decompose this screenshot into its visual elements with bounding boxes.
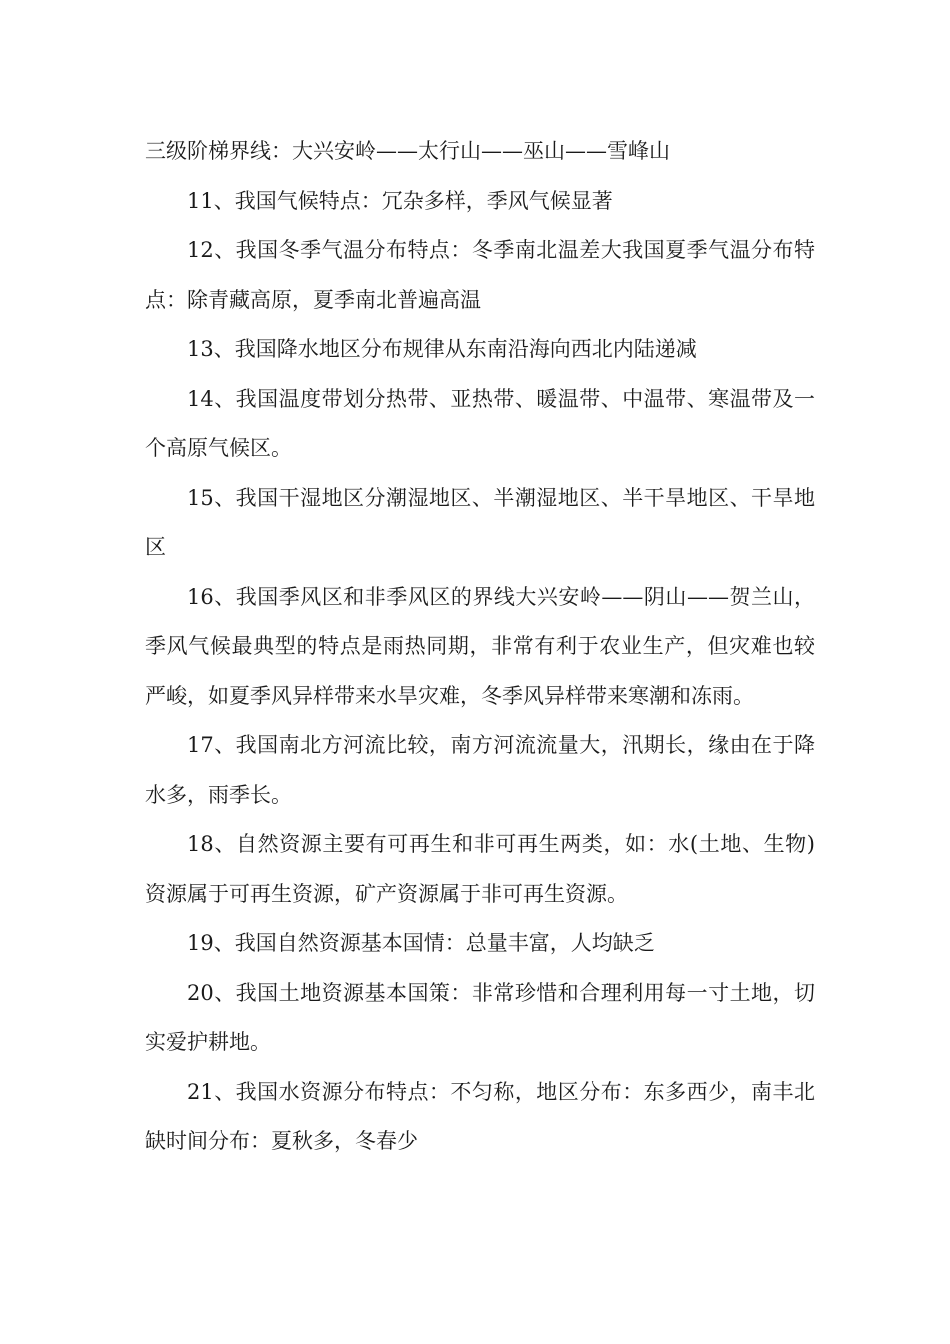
paragraph-12: 12、我国冬季气温分布特点：冬季南北温差大我国夏季气温分布特点：除青藏高原，夏季南北普遍高温 xyxy=(145,238,815,312)
paragraph-14: 14、我国温度带划分热带、亚热带、暖温带、中温带、寒温带及一个高原气候区。 xyxy=(145,386,815,460)
document-body xyxy=(145,127,815,1167)
paragraph-21: 21、我国水资源分布特点：不匀称，地区分布：东多西少，南丰北缺时间分布：夏秋多，冬春少 xyxy=(145,1079,815,1153)
paragraph-staircase-boundary: 三级阶梯界线：大兴安岭——太行山——巫山——雪峰山 xyxy=(145,139,670,163)
paragraph-15: 15、我国干湿地区分潮湿地区、半潮湿地区、半干旱地区、干旱地区 xyxy=(145,485,815,559)
paragraph-11: 11、我国气候特点：冗杂多样，季风气候显著 xyxy=(187,188,613,213)
paragraph-13: 13、我国降水地区分布规律从东南沿海向西北内陆递减 xyxy=(187,337,697,361)
paragraph-16: 16、我国季风区和非季风区的界线大兴安岭——阴山——贺兰山，季风气候最典型的特点是雨热同期，非常有利于农业生产，但灾难也较严峻，如夏季风异样带来水旱灾难，冬季风异样带来寒潮和冻雨。 xyxy=(145,584,815,708)
paragraph-18: 18、自然资源主要有可再生和非可再生两类，如：水(土地、生物)资源属于可再生资源，矿产资源属于非可再生资源。 xyxy=(145,832,815,906)
paragraph-17: 17、我国南北方河流比较，南方河流流量大，汛期长，缘由在于降水多，雨季长。 xyxy=(145,733,815,807)
paragraph-19: 19、我国自然资源基本国情：总量丰富，人均缺乏 xyxy=(187,931,655,955)
paragraph-20: 20、我国土地资源基本国策：非常珍惜和合理利用每一寸土地，切实爱护耕地。 xyxy=(145,980,815,1054)
